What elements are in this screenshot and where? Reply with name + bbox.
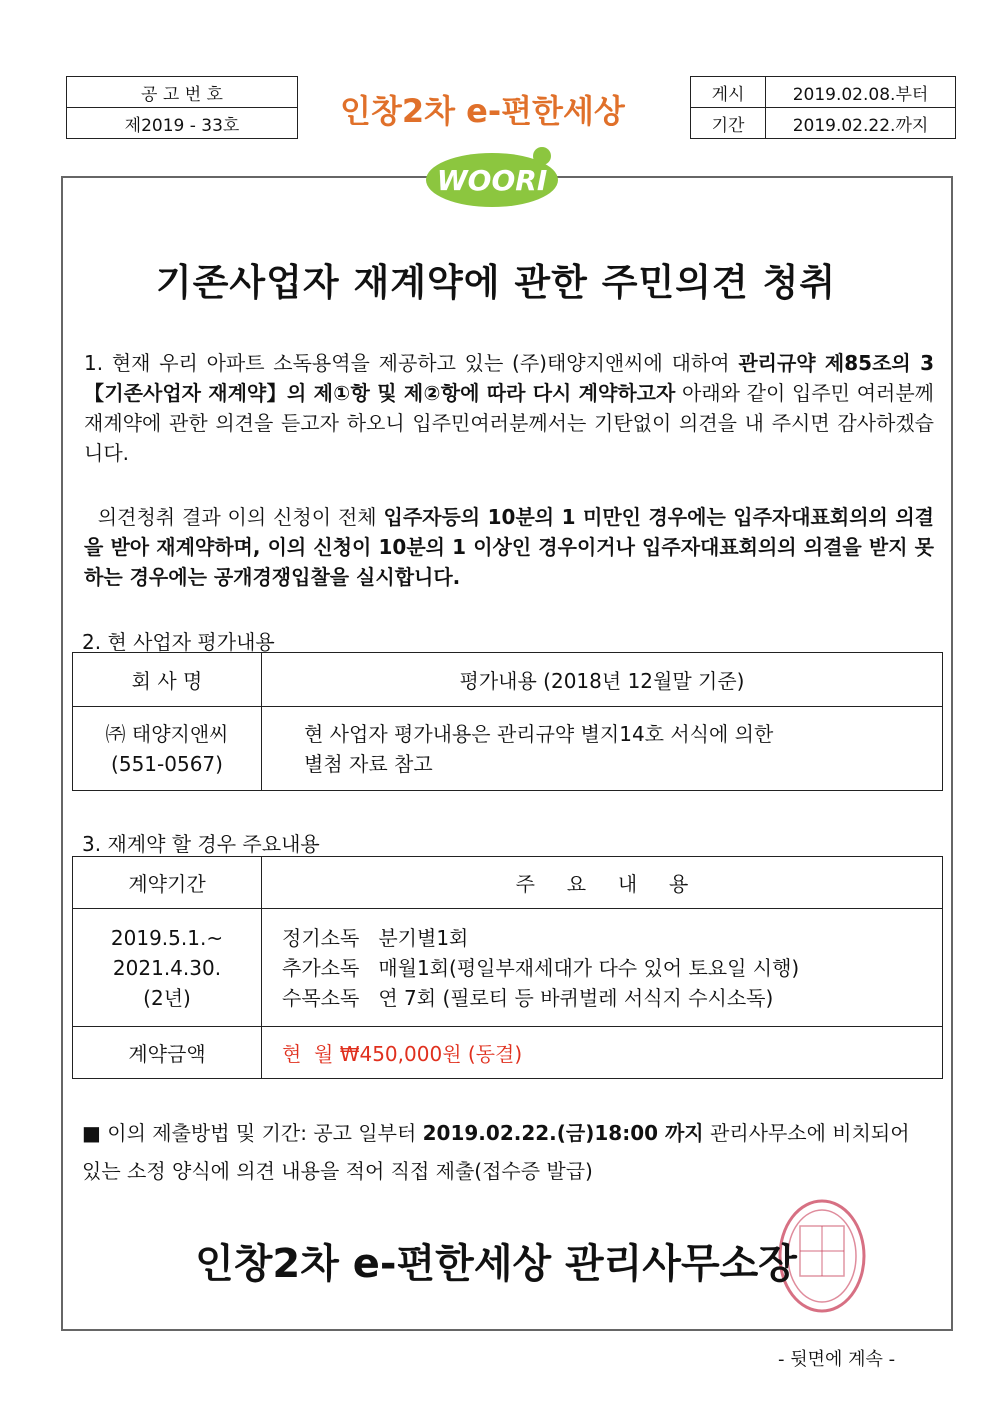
- contract-item: [282, 983, 942, 1013]
- apartment-name: 인창2차 e-편한세상: [340, 92, 625, 130]
- amount-value: 현 월 ₩450,000원 (동결): [262, 1027, 943, 1079]
- contract-item: [282, 923, 942, 953]
- notice-post: 관리사무소에 비치되어 있는 소정 양식에 의견 내용을 적어 직접 제출(접수증 발급): [82, 1121, 910, 1183]
- notice-number-value: 제2019 - 33호: [67, 108, 298, 139]
- eval-col-content: 평가내용 (2018년 12월말 기준): [262, 653, 943, 707]
- period-value: 2019.02.22.까지: [766, 108, 956, 139]
- section1-paragraph1: [84, 348, 934, 468]
- woori-logo: [424, 140, 568, 212]
- period-line2: 2021.4.30.: [112, 955, 222, 980]
- contract-col-content: 주 요 내 용: [262, 857, 943, 909]
- post-value: 2019.02.08.부터: [766, 77, 956, 108]
- evaluation-table: [72, 652, 943, 791]
- p1-text-a: 1. 현재 우리 아파트 소독용역을 제공하고 있는 (주)태양지앤씨에 대하여: [84, 351, 739, 375]
- contract-table: [72, 856, 943, 1079]
- notice-pre: 이의 제출방법 및 기간: 공고 일부터: [107, 1121, 423, 1145]
- signature-office: 인창2차 e-편한세상 관리사무소장: [195, 1241, 797, 1287]
- submission-notice: [82, 1114, 934, 1190]
- notice-bullet: ■: [82, 1121, 101, 1145]
- page-title: 기존사업자 재계약에 관한 주민의견 청취: [155, 261, 837, 304]
- notice-number-box: [66, 76, 298, 139]
- p2-text-b: 입주자등의 10분의 1 미만인 경우에는 입주자대표회의의 의결을 받아 재계약하며, 이의 신청이 10분의 1 이상인 경우이거나 입주자대표회의의 의결을 받지 못하는 경우에는 공개경쟁입찰을 실시합니다.: [84, 505, 934, 589]
- contract-item: [282, 953, 942, 983]
- eval-content-cell: [262, 707, 943, 791]
- posting-period-box: [690, 76, 956, 139]
- section2-heading: 2. 현 사업자 평가내용: [82, 630, 275, 654]
- period-label: 기간: [691, 108, 766, 139]
- item-desc: 분기별1회: [378, 925, 469, 950]
- contract-col-period: 계약기간: [73, 857, 262, 909]
- contract-items-cell: [262, 909, 943, 1027]
- item-desc: 매월1회(평일부재세대가 다수 있어 토요일 시행): [378, 955, 800, 980]
- item-desc: 연 7회 (필로티 등 바퀴벌레 서식지 수시소독): [378, 985, 774, 1010]
- post-label: 게시: [691, 77, 766, 108]
- company-phone: (551-0567): [111, 751, 223, 776]
- p1-text-c: 아래와 같이 입주민 여러분께 재계약에 관한 의견을 듣고자 하오니 입주민여러분께서는 기탄없이 의견을 내 주시면 감사하겠습니다.: [84, 381, 934, 465]
- item-name: 추가소독: [282, 955, 360, 980]
- notice-date: 2019.02.22.(금)18:00 까지: [422, 1121, 704, 1145]
- eval-col-company: 회 사 명: [73, 653, 262, 707]
- p2-text-a: 의견청취 결과 이의 신청이 전체: [84, 505, 384, 529]
- eval-content-line2: 별첨 자료 참고: [304, 751, 433, 776]
- eval-content-line1: 현 사업자 평가내용은 관리규약 별지14호 서식에 의한: [304, 721, 774, 746]
- period-line3: (2년): [143, 985, 191, 1010]
- section3-heading: 3. 재계약 할 경우 주요내용: [82, 832, 320, 856]
- notice-number-label: 공 고 번 호: [67, 77, 298, 108]
- period-line1: 2019.5.1.~: [110, 925, 224, 950]
- item-name: 수목소독: [282, 985, 360, 1010]
- section1-paragraph2: [84, 502, 934, 592]
- p1-text-b: 관리규약 제85조의 3【기존사업자 재계약】의 제①항 및 제②항에 따라 다시 계약하고자: [84, 351, 934, 405]
- amount-label: 계약금액: [73, 1027, 262, 1079]
- item-name: 정기소독: [282, 925, 360, 950]
- logo-text: WOORI: [436, 164, 548, 197]
- continued-note: - 뒷면에 계속 -: [778, 1349, 896, 1370]
- eval-company-cell: [73, 707, 262, 791]
- contract-period-cell: [73, 909, 262, 1027]
- company-name: ㈜ 태양지앤씨: [105, 721, 229, 746]
